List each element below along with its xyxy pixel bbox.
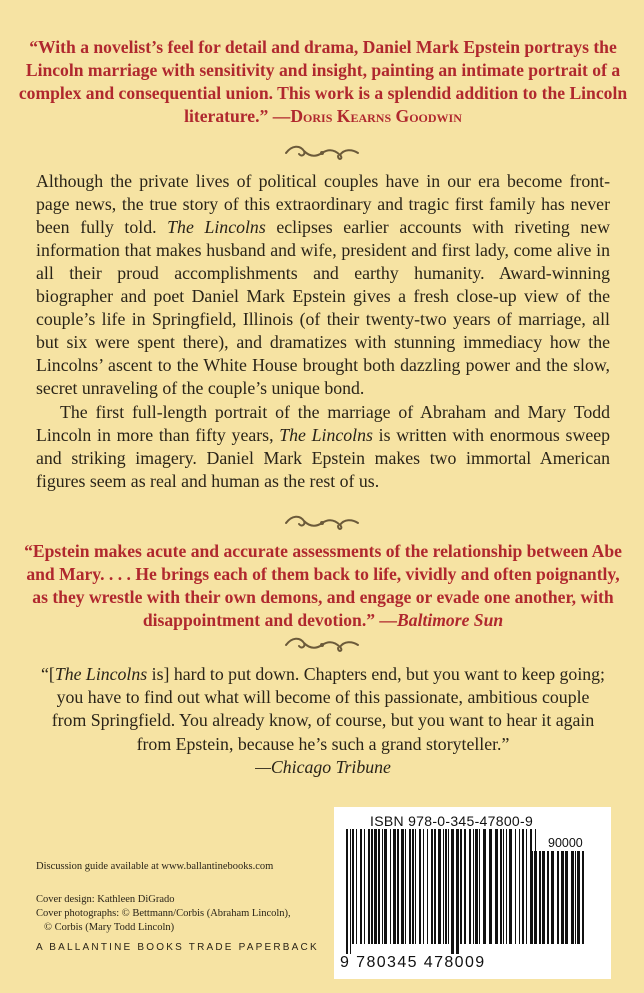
publisher-imprint: A BALLANTINE BOOKS TRADE PAPERBACK (36, 942, 319, 953)
barcode-bar (412, 829, 414, 944)
barcode-bar (495, 829, 498, 944)
barcode-bar (438, 829, 441, 944)
quote-text: “Epstein makes acute and accurate assessments of the relationship between Abe and Mary. . . . He brings each of them back to life, vividly and often poignantly, as they wrestle with their own demons, and engage or evade one another, with disappointment and devotion.” (24, 541, 622, 630)
book-title: The Lincolns (167, 217, 266, 237)
barcode-bar (390, 829, 391, 944)
description-paragraph-2 (36, 401, 610, 493)
description-text: Although the private lives of political couples have in our era become front-page news, the true story of this extraordinary and tragic first family has never been fully told. (36, 171, 610, 237)
barcode-bar (473, 829, 474, 944)
description-paragraph-1 (36, 170, 610, 400)
barcode-bar (448, 829, 449, 944)
barcode-bar (551, 851, 554, 944)
description-text: The first full-length portrait of the marriage of Abraham and Mary Todd Lincoln in more than fifty years, (36, 402, 610, 445)
barcode-bar (397, 829, 399, 944)
barcode-bar (469, 829, 471, 944)
barcode-bar (409, 829, 411, 944)
barcode-bar (475, 829, 478, 944)
barcode-bar (500, 829, 502, 944)
barcode-bar (515, 829, 516, 944)
description-text: eclipses earlier accounts with riveting new information that makes husband and wife, president and first lady, come alive in all their proud accomplishments and earthy humanity. Award-winning biographer and poet Daniel Mark Epstein gives a fresh close-up view of the couple’s life in Springfield, Illinois (of their twenty-two years of marriage, all but six were spent there), and dramatizes with stunning immediacy how the Lincolns’ ascent to the White House brought both dazzling power and the slow, secret unraveling of the couple’s unique bond. (36, 217, 611, 398)
barcode-bar (384, 829, 387, 944)
cover-photo-credit-cont: © Corbis (Mary Todd Lincoln) (44, 922, 175, 933)
barcode-bar (423, 829, 424, 944)
barcode-bar (419, 829, 421, 944)
barcode-bar (405, 829, 406, 944)
discussion-guide-note: Discussion guide available at www.ballantinebooks.com (36, 861, 274, 872)
cover-credits (36, 893, 326, 935)
barcode-bar (364, 829, 365, 944)
barcode-bar (360, 829, 362, 944)
quote-attribution: —Doris Kearns Goodwin (272, 106, 462, 126)
barcode-bar (378, 829, 380, 944)
barcode-bar (427, 829, 428, 944)
ean-digits: 9 780345 478009 (340, 954, 486, 971)
barcode-bar (519, 829, 520, 944)
isbn-barcode (334, 807, 611, 979)
barcode-bar (571, 851, 574, 944)
barcode-bar (565, 851, 568, 944)
quote-text: “With a novelist’s feel for detail and drama, Daniel Mark Epstein portrays the Lincoln marriage with sensitivity and insight, painting an intimate portrait of a complex and consequential union. This work is a splendid addition to the Lincoln literature.” (18, 37, 628, 126)
description-text: is written with enormous sweep and striking imagery. Daniel Mark Epstein makes two immortal American figures seem as real and human as the rest of us. (36, 425, 610, 491)
barcode-bar (539, 851, 541, 944)
barcode-bar (483, 829, 486, 944)
barcode-bar (509, 829, 512, 944)
book-title: The Lincolns (54, 664, 148, 684)
barcode-bar (532, 851, 533, 944)
barcode-bar (575, 851, 576, 944)
barcode-bar (460, 829, 462, 944)
barcode-bar (557, 851, 559, 944)
barcode-bar (434, 829, 436, 944)
book-title: The Lincolns (279, 425, 373, 445)
barcode-bar (464, 829, 466, 944)
quote-attribution: —Chicago Tribune (255, 756, 391, 777)
barcode-bar (368, 829, 370, 944)
barcode-bar (415, 829, 416, 944)
isbn-number: ISBN 978-0-345-47800-9 (370, 813, 534, 829)
review-quote-baltimore-sun (18, 540, 628, 632)
quote-open: “[ (40, 664, 55, 684)
barcode-bar (350, 829, 351, 954)
barcode-bar (582, 851, 584, 944)
barcode-bar (451, 829, 454, 954)
barcode-bar (382, 829, 383, 944)
cover-photo-credit: Cover photographs: © Bettmann/Corbis (Abraham Lincoln), (36, 908, 291, 919)
barcode-bar (445, 829, 447, 944)
price-code: 90000 (548, 836, 583, 850)
barcode-bar (522, 829, 524, 944)
scroll-ornament-icon (282, 512, 362, 534)
barcode-bar (356, 829, 357, 944)
barcode-bar (456, 829, 459, 954)
barcode-bar (561, 851, 564, 944)
barcode-bar (401, 829, 404, 944)
barcode-bar (503, 829, 504, 944)
barcode-bar (479, 829, 480, 944)
barcode-bar (346, 829, 348, 954)
cover-design-credit: Cover design: Kathleen DiGrado (36, 894, 175, 905)
barcode-bar (443, 829, 444, 944)
scroll-ornament-icon (282, 634, 362, 656)
barcode-bar (526, 829, 527, 944)
quote-attribution: —Baltimore Sun (379, 610, 504, 630)
barcode-bar (374, 829, 377, 944)
barcode-bar (542, 851, 545, 944)
quote-text: is] hard to put down. Chapters end, but you want to keep going; you have to find out what will become of this passionate, ambitious couple from Springfield. You already know, of course, but you want to hear it again from Epstein, because he’s such a grand storyteller.” (51, 664, 605, 754)
barcode-bar (431, 829, 433, 944)
barcode-bar (577, 851, 580, 944)
review-quote-chicago-tribune (40, 663, 606, 779)
barcode-bar (393, 829, 396, 944)
ean-barcode-bars (346, 829, 536, 954)
barcode-bar (506, 829, 507, 944)
barcode-bar (371, 829, 373, 944)
barcode-bar (534, 851, 537, 944)
barcode-bar (547, 851, 549, 944)
review-quote-goodwin (18, 36, 628, 128)
barcode-bar (489, 829, 492, 944)
scroll-ornament-icon (282, 142, 362, 164)
barcode-bar (352, 829, 354, 944)
addon-barcode-bars (532, 851, 584, 954)
